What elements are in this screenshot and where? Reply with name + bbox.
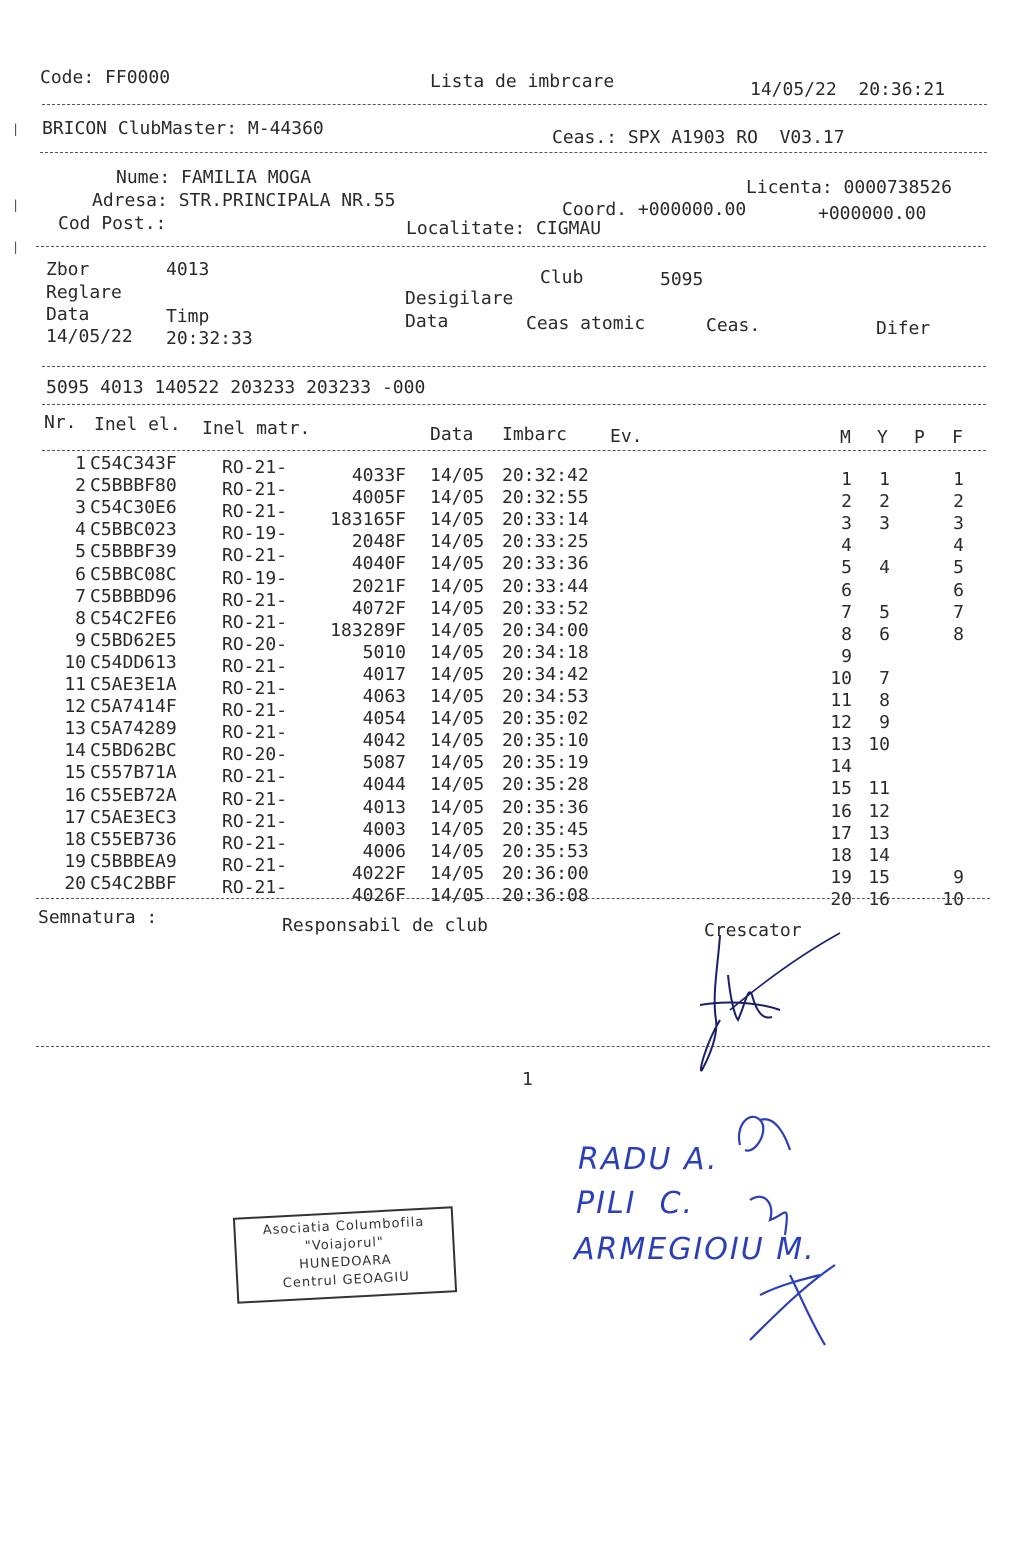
cell-date: 14/05 (430, 752, 485, 774)
date-label: Data (46, 304, 90, 325)
cell-m: 17 (830, 822, 852, 844)
cell-num: 4072F (351, 597, 406, 619)
club-stamp (233, 1206, 457, 1303)
cell-num: 4033F (351, 465, 406, 486)
col-header-y: Y (877, 427, 888, 448)
edge-mark: | (12, 240, 20, 254)
owner-address: Adresa: STR.PRINCIPALA NR.55 (92, 190, 396, 211)
cell-matr: RO-21- (222, 589, 288, 611)
cell-matr: RO-21- (222, 457, 288, 478)
cell-time: 20:33:14 (502, 509, 589, 531)
cell-matr: RO-21- (222, 810, 288, 832)
cell-date: 14/05 (430, 531, 485, 553)
handwritten-name-1: RADU A. (578, 1142, 719, 1177)
cell-num: 5010 (362, 641, 406, 663)
cell-y: 2 (879, 491, 890, 513)
cell-num: 4054 (362, 708, 406, 730)
cell-num: 4006 (362, 840, 406, 862)
cell-y: 1 (879, 469, 890, 490)
cell-matr: RO-21- (222, 700, 288, 722)
cell-date: 14/05 (430, 553, 485, 575)
cell-m: 12 (830, 712, 852, 734)
cell-m: 10 (830, 667, 852, 689)
cell-date: 14/05 (430, 575, 485, 597)
col-header-data: Data (430, 424, 474, 445)
cell-y: 6 (879, 623, 890, 645)
stamp-line: Asociatia Columbofila (262, 1214, 425, 1239)
stamp-line: "Voiajorul" (304, 1234, 385, 1255)
cell-date: 14/05 (430, 796, 485, 818)
cell-num: 4063 (362, 686, 406, 707)
cell-nr: 9 (75, 629, 86, 651)
cell-y: 4 (879, 557, 890, 579)
cell-time: 20:35:10 (502, 730, 589, 752)
cell-y: 11 (868, 778, 890, 800)
signature-label: Semnatura : (38, 907, 158, 928)
cell-inel: C54C30E6 (90, 497, 177, 519)
stamp-line: HUNEDOARA (298, 1252, 392, 1273)
cell-time: 20:35:02 (502, 708, 589, 730)
cell-time: 20:32:55 (502, 487, 589, 509)
cell-date: 14/05 (430, 686, 485, 707)
cell-nr: 4 (75, 519, 86, 541)
cell-matr: RO-21- (222, 832, 288, 854)
postal-code-label: Cod Post.: (58, 213, 167, 234)
cell-num: 4003 (362, 818, 406, 840)
cell-inel: C5A74289 (90, 718, 177, 740)
col-header-imbarc: Imbarc (502, 424, 568, 445)
cell-y: 12 (868, 800, 890, 822)
cell-matr: RO-21- (222, 854, 288, 876)
col-header-nr: Nr. (44, 412, 77, 433)
edge-mark: | (12, 198, 20, 212)
clock-col-label: Ceas. (706, 315, 761, 336)
col-header-m: M (840, 427, 851, 448)
cell-nr: 2 (75, 475, 86, 497)
cell-m: 9 (841, 645, 852, 667)
cell-y: 3 (879, 513, 890, 535)
license-number: Licenta: 0000738526 (746, 177, 952, 198)
cell-f: 10 (942, 888, 964, 910)
cell-time: 20:35:19 (502, 752, 589, 774)
cell-num: 4022F (351, 862, 406, 884)
cell-nr: 12 (64, 696, 86, 718)
cell-nr: 13 (64, 718, 86, 740)
cell-inel: C5BBBF80 (90, 475, 177, 497)
cell-m: 7 (841, 601, 852, 623)
cell-time: 20:33:52 (502, 597, 589, 619)
club-responsible-label: Responsabil de club (282, 915, 488, 936)
cell-m: 4 (841, 535, 852, 557)
col-header-p: P (914, 427, 925, 448)
cell-num: 183165F (330, 509, 406, 531)
cell-num: 4042 (362, 730, 406, 752)
cell-date: 14/05 (430, 619, 485, 641)
cell-f: 6 (953, 579, 964, 601)
cell-nr: 15 (64, 762, 86, 784)
club-number: 5095 (660, 269, 704, 290)
print-datetime: 14/05/22 20:36:21 (750, 79, 946, 100)
cell-num: 4013 (362, 796, 406, 818)
cell-y: 10 (868, 734, 890, 756)
cell-time: 20:35:36 (502, 796, 589, 818)
cell-matr: RO-21- (222, 766, 288, 788)
cell-nr: 7 (75, 585, 86, 607)
cell-y: 16 (868, 888, 890, 910)
cell-nr: 3 (75, 497, 86, 519)
cell-y: 5 (879, 601, 890, 623)
separator (42, 404, 986, 405)
cell-time: 20:32:42 (502, 465, 589, 486)
cell-date: 14/05 (430, 862, 485, 884)
cell-m: 16 (830, 800, 852, 822)
cell-m: 18 (830, 844, 852, 866)
cell-m: 1 (841, 469, 852, 490)
cell-inel: C5BBC08C (90, 563, 177, 585)
cell-matr: RO-21- (222, 545, 288, 567)
coordinates-second: +000000.00 (818, 203, 927, 224)
time-label: Timp (166, 306, 210, 327)
cell-num: 4026F (351, 884, 406, 906)
cell-y: 14 (868, 844, 890, 866)
handwritten-name-2: PILI C. (576, 1186, 695, 1221)
clock-label: Ceas.: SPX A1903 RO V03.17 (552, 127, 845, 148)
cell-nr: 6 (75, 563, 86, 585)
cell-date: 14/05 (430, 465, 485, 486)
cell-date: 14/05 (430, 509, 485, 531)
cell-matr: RO-21- (222, 611, 288, 633)
cell-f: 1 (953, 469, 964, 490)
cell-y: 13 (868, 822, 890, 844)
cell-nr: 8 (75, 607, 86, 629)
cell-nr: 20 (64, 872, 86, 894)
separator (42, 450, 986, 451)
cell-inel: C5BBBD96 (90, 585, 177, 607)
cell-m: 3 (841, 513, 852, 535)
cell-num: 4044 (362, 774, 406, 796)
separator (40, 152, 987, 153)
cell-time: 20:34:00 (502, 619, 589, 641)
cell-inel: C5BBBEA9 (90, 850, 177, 872)
breeder-signature (690, 925, 850, 1075)
cell-f: 9 (953, 866, 964, 888)
separator (42, 104, 987, 105)
cell-time: 20:36:00 (502, 862, 589, 884)
cell-nr: 18 (64, 828, 86, 850)
cell-f: 8 (953, 623, 964, 645)
col-header-inel-matr: Inel matr. (202, 418, 311, 439)
flight-number: 4013 (166, 259, 210, 280)
cell-num: 2021F (351, 575, 406, 597)
page-number: 1 (522, 1069, 533, 1090)
col-header-inel-el: Inel el. (94, 414, 181, 435)
cell-num: 5087 (362, 752, 406, 774)
cell-inel: C5AE3E1A (90, 674, 177, 695)
cell-inel: C54C2FE6 (90, 607, 177, 629)
cell-num: 183289F (330, 619, 406, 641)
cell-time: 20:34:18 (502, 641, 589, 663)
cell-inel: C55EB736 (90, 828, 177, 850)
cell-f: 3 (953, 513, 964, 535)
cell-num: 4017 (362, 663, 406, 685)
cell-date: 14/05 (430, 597, 485, 619)
cell-inel: C5BBBF39 (90, 541, 177, 563)
clubmaster-label: BRICON ClubMaster: M-44360 (42, 118, 324, 139)
cell-inel: C54DD613 (90, 651, 177, 673)
cell-y: 7 (879, 667, 890, 689)
cell-nr: 17 (64, 806, 86, 828)
atomic-clock-label: Ceas atomic (526, 313, 646, 334)
cell-f: 5 (953, 557, 964, 579)
cell-date: 14/05 (430, 663, 485, 685)
cell-m: 13 (830, 734, 852, 756)
cell-inel: C54C2BBF (90, 872, 177, 894)
setting-time: 20:32:33 (166, 328, 253, 349)
cell-inel: C557B71A (90, 762, 177, 784)
cell-m: 5 (841, 557, 852, 579)
cell-m: 8 (841, 623, 852, 645)
cell-time: 20:33:44 (502, 575, 589, 597)
cell-num: 2048F (351, 531, 406, 553)
club-label: Club (540, 267, 584, 288)
cell-date: 14/05 (430, 774, 485, 796)
breeder-label: Crescator (704, 920, 802, 941)
col-header-ev: Ev. (610, 426, 643, 447)
cell-m: 6 (841, 579, 852, 601)
cell-nr: 14 (64, 740, 86, 762)
col-header-f: F (952, 427, 963, 448)
cell-date: 14/05 (430, 641, 485, 663)
cell-inel: C55EB72A (90, 784, 177, 806)
cell-inel: C54C343F (90, 453, 177, 474)
cell-matr: RO-21- (222, 876, 288, 898)
separator (36, 246, 986, 247)
locality: Localitate: CIGMAU (406, 218, 602, 239)
cell-time: 20:33:25 (502, 531, 589, 553)
separator (42, 366, 986, 367)
cell-matr: RO-21- (222, 678, 288, 699)
cell-m: 19 (830, 866, 852, 888)
cell-nr: 1 (75, 453, 86, 474)
cell-time: 20:33:36 (502, 553, 589, 575)
cell-matr: RO-20- (222, 633, 288, 655)
committee-signatures (730, 1105, 850, 1365)
cell-y: 9 (879, 712, 890, 734)
cell-inel: C5BBC023 (90, 519, 177, 541)
cell-matr: RO-20- (222, 744, 288, 766)
code-label: Code: FF0000 (40, 67, 171, 88)
cell-nr: 19 (64, 850, 86, 872)
cell-date: 14/05 (430, 730, 485, 752)
cell-date: 14/05 (430, 708, 485, 730)
cell-nr: 10 (64, 651, 86, 673)
cell-y: 15 (868, 866, 890, 888)
setting-date: 14/05/22 (46, 326, 133, 347)
cell-time: 20:35:28 (502, 774, 589, 796)
difference-label: Difer (876, 318, 931, 339)
unseal-label: Desigilare (405, 288, 514, 309)
cell-time: 20:34:42 (502, 663, 589, 685)
cell-num: 4040F (351, 553, 406, 575)
cell-nr: 5 (75, 541, 86, 563)
separator (36, 898, 990, 899)
cell-m: 11 (830, 690, 852, 711)
cell-y: 8 (879, 690, 890, 711)
cell-inel: C5BD62E5 (90, 629, 177, 651)
cell-matr: RO-19- (222, 523, 288, 545)
edge-mark: | (12, 122, 20, 136)
cell-inel: C5AE3EC3 (90, 806, 177, 828)
cell-nr: 16 (64, 784, 86, 806)
cell-nr: 11 (64, 674, 86, 695)
cell-date: 14/05 (430, 840, 485, 862)
cell-f: 4 (953, 535, 964, 557)
cell-m: 14 (830, 756, 852, 778)
setting-label: Reglare (46, 282, 122, 303)
cell-time: 20:34:53 (502, 686, 589, 707)
cell-date: 14/05 (430, 884, 485, 906)
cell-inel: C5A7414F (90, 696, 177, 718)
cell-num: 4005F (351, 487, 406, 509)
cell-time: 20:35:53 (502, 840, 589, 862)
coordinates: Coord. +000000.00 (562, 199, 747, 220)
cell-m: 15 (830, 778, 852, 800)
cell-matr: RO-21- (222, 655, 288, 677)
cell-matr: RO-21- (222, 788, 288, 810)
document-title: Lista de imbrcare (430, 71, 615, 92)
cell-date: 14/05 (430, 487, 485, 509)
cell-time: 20:35:45 (502, 818, 589, 840)
cell-date: 14/05 (430, 818, 485, 840)
cell-matr: RO-19- (222, 567, 288, 589)
cell-m: 2 (841, 491, 852, 513)
cell-f: 2 (953, 491, 964, 513)
cell-matr: RO-21- (222, 501, 288, 523)
flight-label: Zbor (46, 259, 90, 280)
owner-name: Nume: FAMILIA MOGA (116, 167, 312, 188)
flight-code-line: 5095 4013 140522 203233 203233 -000 (46, 377, 426, 398)
cell-time: 20:36:08 (502, 884, 589, 906)
handwritten-name-3: ARMEGIOIU M. (574, 1232, 816, 1267)
cell-matr: RO-21- (222, 479, 288, 501)
cell-matr: RO-21- (222, 722, 288, 744)
cell-f: 7 (953, 601, 964, 623)
cell-m: 20 (830, 888, 852, 910)
unseal-date-label: Data (405, 311, 449, 332)
stamp-line: Centrul GEOAGIU (282, 1269, 411, 1292)
cell-inel: C5BD62BC (90, 740, 177, 762)
